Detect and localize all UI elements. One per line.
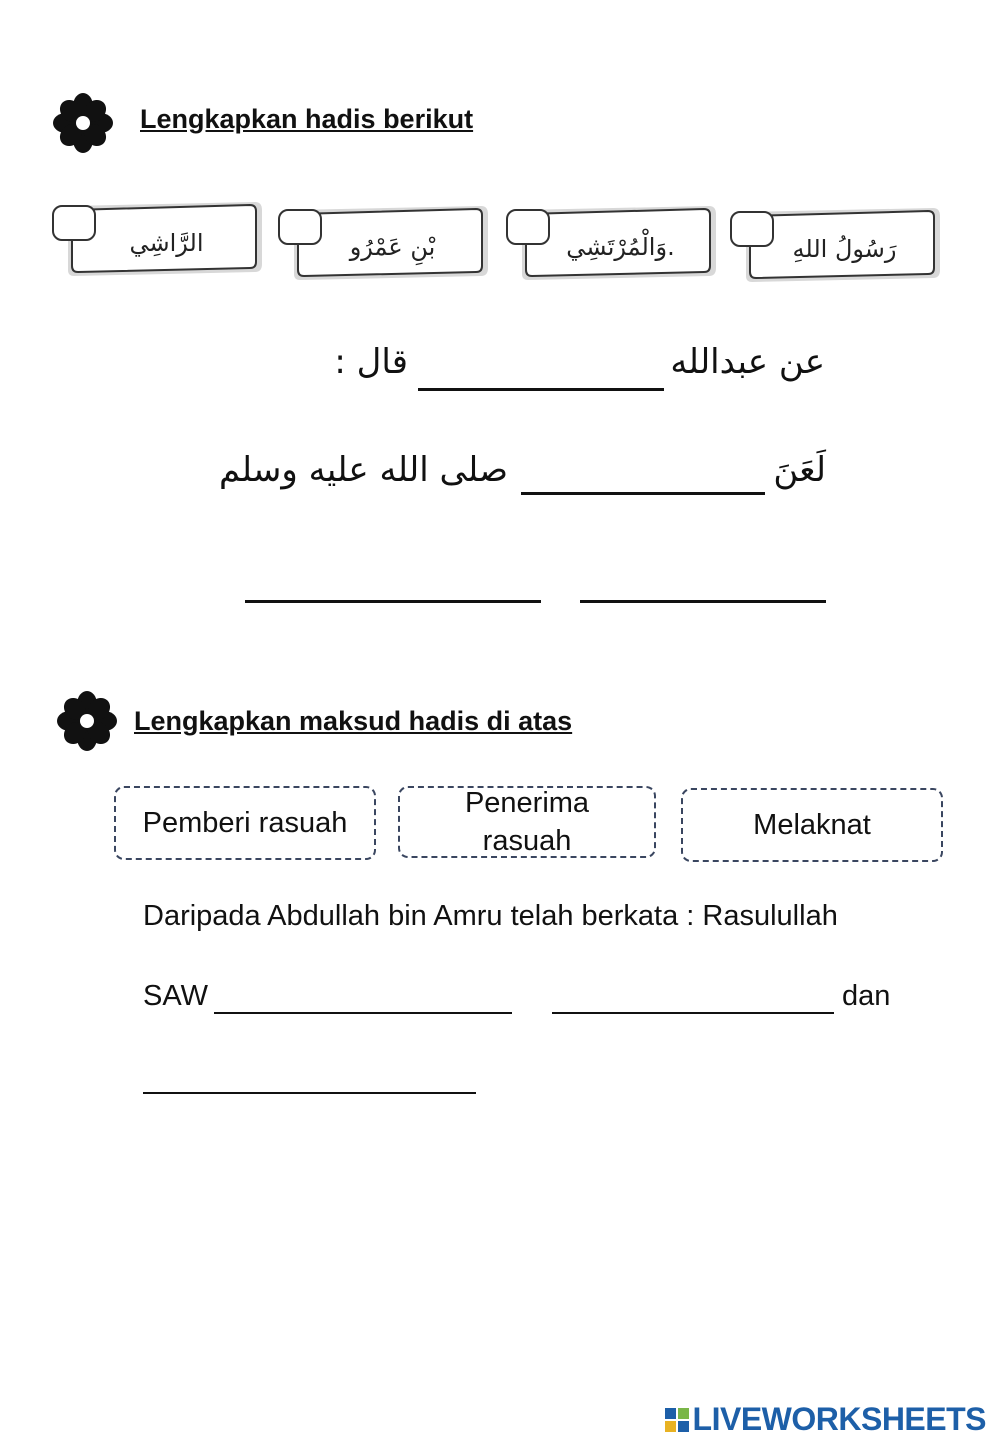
hadith-line1-end: قال : [334, 342, 408, 382]
flower-icon [52, 92, 114, 154]
hadith-blank-2[interactable] [521, 492, 765, 495]
hadith-line1-start: عن عبدالله [670, 342, 825, 382]
word-card[interactable] [728, 202, 943, 292]
section-1-heading: Lengkapkan hadis berikut [140, 104, 474, 134]
word-card-text: وَالْمُرْتَشِي. [566, 233, 675, 261]
option-pemberi-rasuah[interactable]: Pemberi rasuah [114, 786, 376, 860]
translation-dan: dan [842, 980, 891, 1012]
word-card[interactable] [504, 200, 719, 290]
brand-name: LIVEWORKSHEETS [692, 1401, 986, 1437]
hadith-blank-1[interactable] [418, 388, 664, 391]
flower-icon [56, 690, 118, 752]
translation-blank-2[interactable] [552, 1012, 834, 1014]
word-card[interactable] [276, 200, 491, 290]
liveworksheets-logo [665, 1401, 986, 1438]
hadith-blank-3[interactable] [245, 600, 541, 603]
word-card[interactable] [50, 196, 265, 286]
translation-blank-1[interactable] [214, 1012, 512, 1014]
logo-icon [665, 1408, 689, 1432]
translation-saw: SAW [143, 980, 208, 1012]
word-card-text: رَسُولُ اللهِ [792, 235, 897, 263]
hadith-line2-end: صلى الله عليه وسلم [219, 450, 508, 490]
option-melaknat[interactable]: Melaknat [681, 788, 943, 862]
word-card-text: الرَّاشِي [129, 229, 204, 257]
translation-line1: Daripada Abdullah bin Amru telah berkata : Rasulullah [143, 900, 838, 932]
word-card-text: بْنِ عَمْرُو [349, 233, 436, 261]
translation-blank-3[interactable] [143, 1092, 476, 1094]
hadith-line2-start: لَعَنَ [773, 450, 826, 490]
hadith-blank-4[interactable] [580, 600, 826, 603]
option-penerima-rasuah[interactable]: Penerima rasuah [398, 786, 656, 858]
section-2-heading: Lengkapkan maksud hadis di atas [134, 706, 573, 736]
